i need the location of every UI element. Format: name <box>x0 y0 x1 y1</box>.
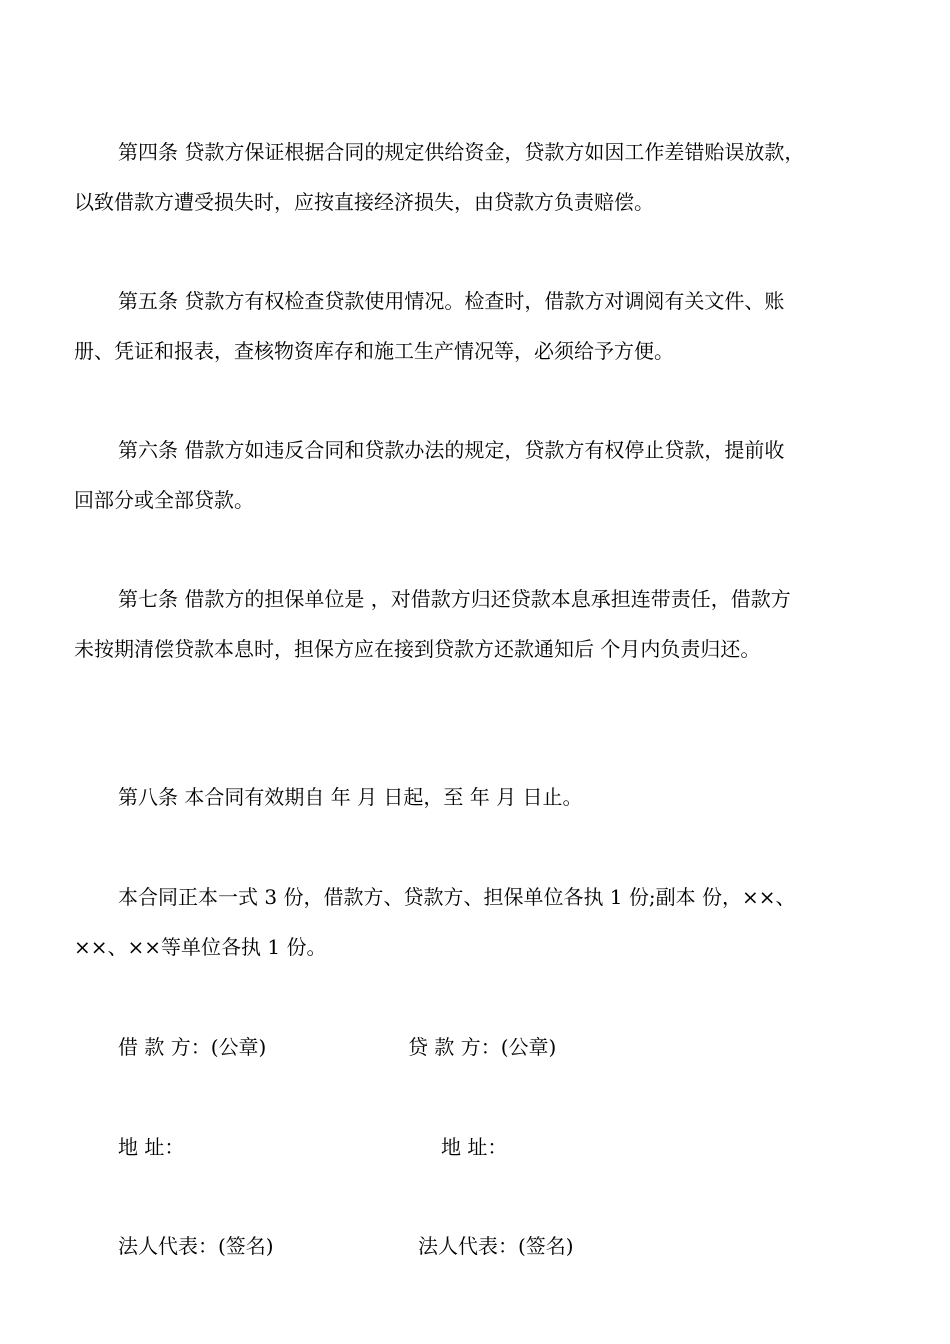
article-8-line-1: 第八条 本合同有效期自 年 月 日起，至 年 月 日止。 <box>118 785 583 809</box>
borrower-address-label: 地 址： <box>118 1135 185 1159</box>
article-4-line-2: 以致借款方遭受损失时，应按直接经济损失，由贷款方负责赔偿。 <box>74 190 654 214</box>
article-7-line-2: 未按期清偿贷款本息时，担保方应在接到贷款方还款通知后 个月内负责归还。 <box>74 637 761 661</box>
lender-representative-label: 法人代表：(签名) <box>418 1234 574 1258</box>
copies-clause-line-2: ××、××等单位各执 1 份。 <box>74 935 327 959</box>
copies-clause-line-1: 本合同正本一式 3 份，借款方、贷款方、担保单位各执 1 份;副本 份，××、 <box>118 885 796 909</box>
article-7-line-1: 第七条 借款方的担保单位是 ，对借款方归还贷款本息承担连带责任，借款方 <box>118 587 791 611</box>
article-5-line-2: 册、凭证和报表，查核物资库存和施工生产情况等，必须给予方便。 <box>74 339 674 363</box>
article-5-line-1: 第五条 贷款方有权检查贷款使用情况。检查时，借款方对调阅有关文件、账 <box>118 289 785 313</box>
article-6-line-1: 第六条 借款方如违反合同和贷款办法的规定，贷款方有权停止贷款，提前收 <box>118 438 785 462</box>
lender-seal-label: 贷 款 方：(公章) <box>408 1035 557 1059</box>
lender-address-label: 地 址： <box>441 1135 508 1159</box>
article-4-line-1: 第四条 贷款方保证根据合同的规定供给资金，贷款方如因工作差错贻误放款， <box>118 140 805 164</box>
borrower-seal-label: 借 款 方：(公章) <box>118 1035 267 1059</box>
article-6-line-2: 回部分或全部贷款。 <box>74 488 254 512</box>
borrower-representative-label: 法人代表：(签名) <box>118 1234 274 1258</box>
